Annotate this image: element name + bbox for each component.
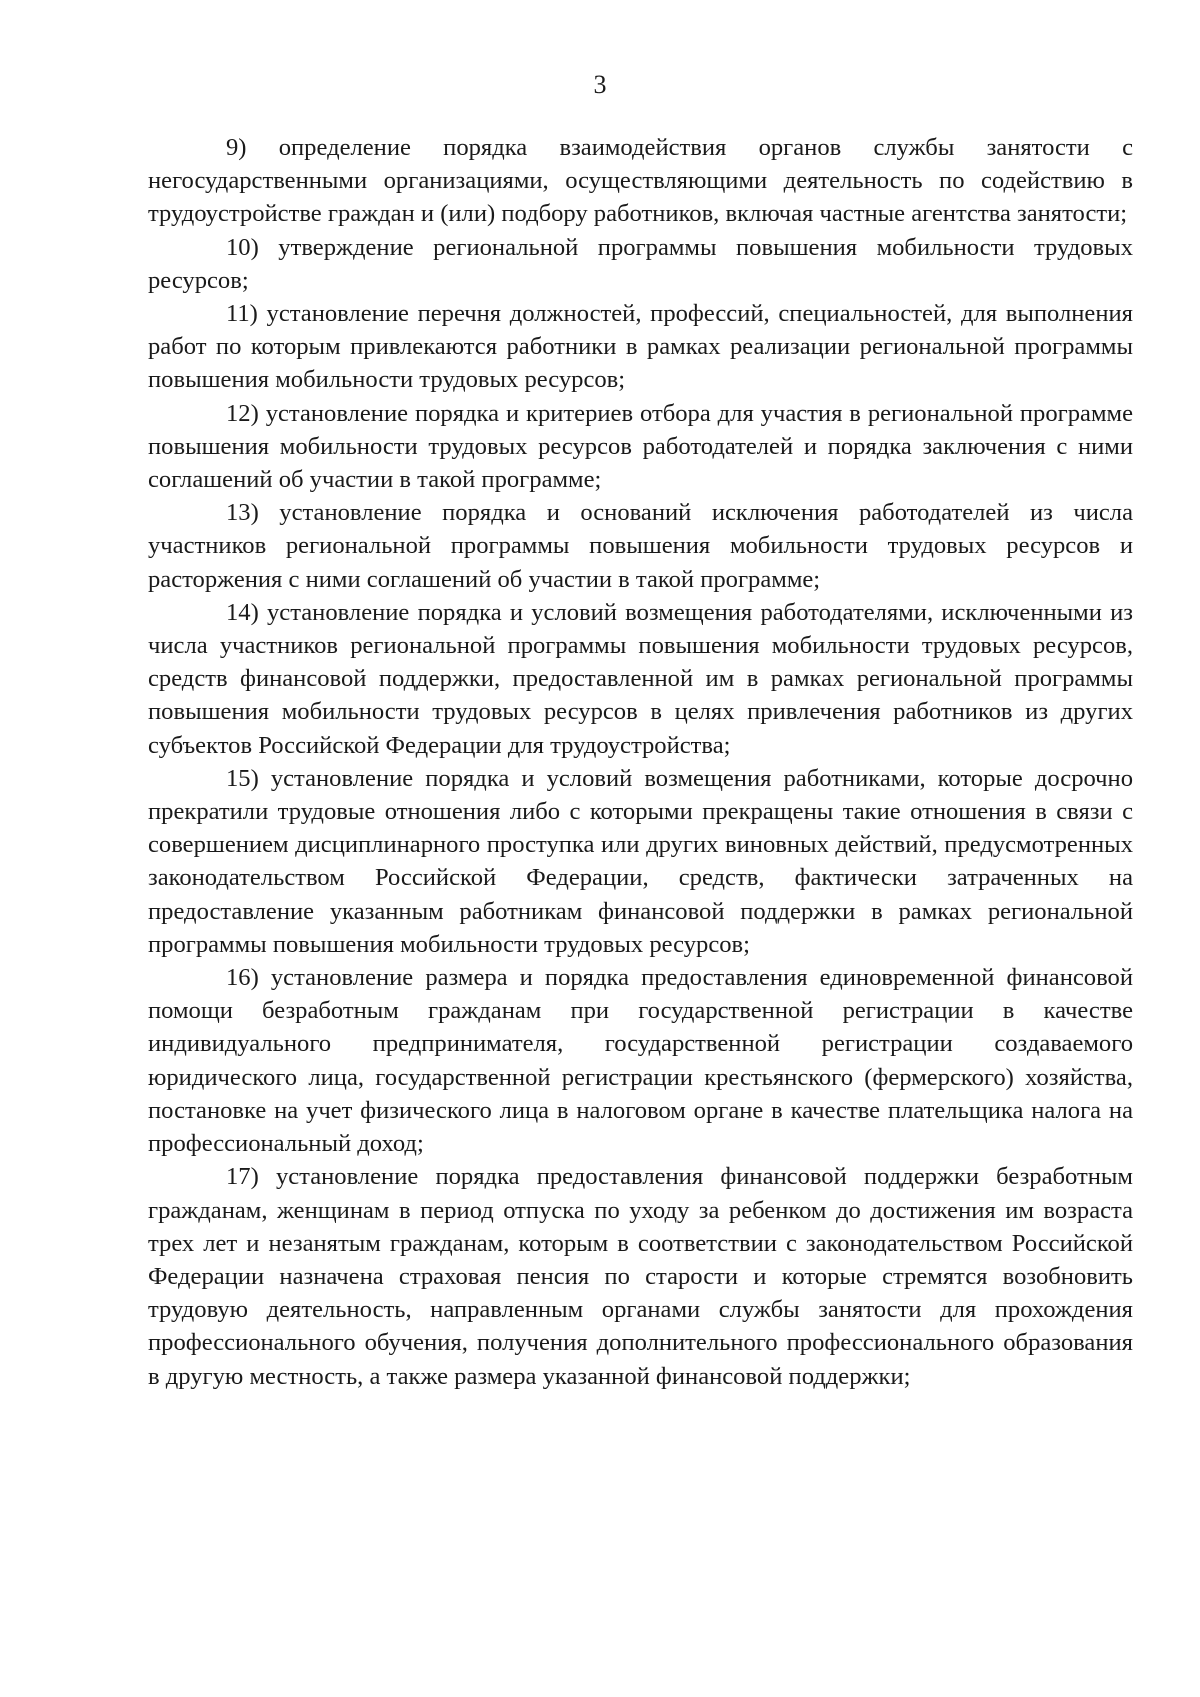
list-item-14: 14) установление порядка и условий возмещения работодателями, исключенными из числа участников региональной программы повышения мобильности трудовых ресурсов, средств финансовой поддержки, предоставленной им в рамках региональной программы повышения мобильности трудовых ресурсов в целях привлечения работников из других субъектов Российской Федерации для трудоустройства;	[148, 598, 1133, 759]
list-item-15: 15) установление порядка и условий возмещения работниками, которые досрочно прекратили трудовые отношения либо с которыми прекращены такие отношения в связи с совершением дисциплинарного проступка или других виновных действий, предусмотренных законодательством Российской Федерации, средств, фактически затраченных на предоставление указанным работникам финансовой поддержки в рамках региональной программы повышения мобильности трудовых ресурсов;	[148, 764, 1133, 958]
list-item-17: 17) установление порядка предоставления финансовой поддержки безработным гражданам, женщинам в период отпуска по уходу за ребенком до достижения им возраста трех лет и незанятым гражданам, которым в соответствии с законодательством Российской Федерации назначена страховая пенсия по старости и которые стремятся возобновить трудовую деятельность, направленным органами службы занятости для прохождения профессионального обучения, получения дополнительного профессионального образования в другую местность, а также размера указанной финансовой поддержки;	[148, 1163, 1133, 1390]
page-number: 3	[593, 70, 607, 99]
list-item-12: 12) установление порядка и критериев отбора для участия в региональной программе повышения мобильности трудовых ресурсов работодателей и порядка заключения с ними соглашений об участии в такой программе;	[148, 399, 1133, 494]
document-body	[148, 131, 1133, 1393]
list-item-16: 16) установление размера и порядка предоставления единовременной финансовой помощи безработным гражданам при государственной регистрации в качестве индивидуального предпринимателя, государственной регистрации создаваемого юридического лица, государственной регистрации крестьянского (фермерского) хозяйства, постановке на учет физического лица в налоговом органе в качестве плательщика налога на профессиональный доход;	[148, 964, 1133, 1158]
list-item-10: 10) утверждение региональной программы повышения мобильности трудовых ресурсов;	[148, 233, 1133, 294]
list-item-11: 11) установление перечня должностей, профессий, специальностей, для выполнения работ по которым привлекаются работники в рамках реализации региональной программы повышения мобильности трудовых ресурсов;	[148, 300, 1133, 394]
list-item-9: 9) определение порядка взаимодействия органов службы занятости с негосударственными организациями, осуществляющими деятельность по содействию в трудоустройстве граждан и (или) подбору работников, включая частные агентства занятости;	[148, 134, 1133, 228]
list-item-13: 13) установление порядка и оснований исключения работодателей из числа участников региональной программы повышения мобильности трудовых ресурсов и расторжения с ними соглашений об участии в такой программе;	[148, 499, 1133, 593]
